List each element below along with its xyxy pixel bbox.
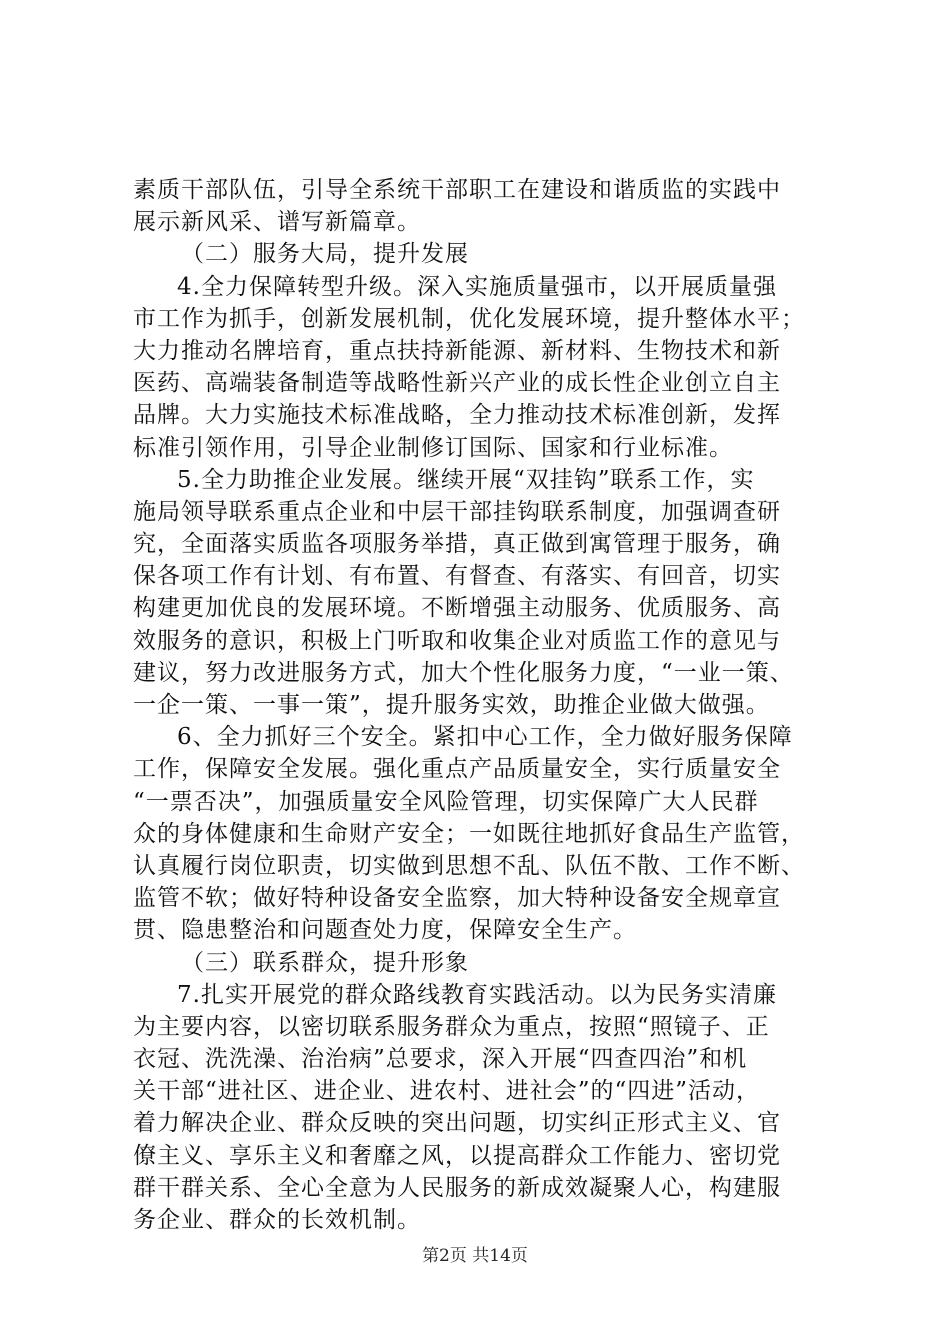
paragraph-first-line: 5.全力助推企业发展。继续开展“双挂钩”联系工作，实 xyxy=(177,466,755,493)
text-line: 一企一策、一事一策”，提升服务实效，助推企业做大做强。 xyxy=(133,692,770,718)
text-line: 群干群关系、全心全意为人民服务的新成效凝聚人心，构建服 xyxy=(133,1174,781,1201)
text-line: 效服务的意识，积极上门听取和收集企业对质监工作的意见与 xyxy=(133,627,781,654)
text-line: 务企业、群众的长效机制。 xyxy=(133,1207,421,1233)
section-heading: （三）联系群众，提升形象 xyxy=(181,949,469,976)
text-line: 僚主义、享乐主义和奢靡之风，以提高群众工作能力、密切党 xyxy=(133,1142,781,1169)
text-line: 工作，保障安全发展。强化重点产品质量安全，实行质量安全 xyxy=(133,756,781,783)
text-line: 素质干部队伍，引导全系统干部职工在建设和谐质监的实践中 xyxy=(133,177,781,203)
paragraph-first-line: 6、全力抓好三个安全。紧扣中心工作，全力做好服务保障 xyxy=(177,724,793,751)
text-line: 众的身体健康和生命财产安全；一如既往地抓好食品生产监管， xyxy=(133,820,805,847)
text-line: 衣冠、洗洗澡、治治病”总要求，深入开展“四查四治”和机 xyxy=(133,1046,748,1073)
text-line: 施局领导联系重点企业和中层干部挂钩联系制度，加强调查研 xyxy=(133,498,781,525)
text-line: 构建更加优良的发展环境。不断增强主动服务、优质服务、高 xyxy=(133,595,781,622)
text-line: 关干部“进社区、进企业、进农村、进社会”的“四进”活动， xyxy=(133,1078,761,1105)
section-heading: （二）服务大局，提升发展 xyxy=(181,241,469,268)
text-line: 监管不软；做好特种设备安全监察，加大特种设备安全规章宣 xyxy=(133,885,781,912)
document-body xyxy=(133,174,829,1236)
paragraph-first-line: 4.全力保障转型升级。深入实施质量强市，以开展质量强 xyxy=(177,273,777,300)
text-line: 品牌。大力实施技术标准战略，全力推动技术标准创新，发挥 xyxy=(133,402,781,429)
text-line: 医药、高端装备制造等战略性新兴产业的成长性企业创立自主 xyxy=(133,370,781,397)
text-line: 着力解决企业、群众反映的突出问题，切实纠正形式主义、官 xyxy=(133,1110,781,1137)
text-line: 展示新风采、谱写新篇章。 xyxy=(133,209,421,236)
text-line: 标准引领作用，引导企业制修订国际、国家和行业标准。 xyxy=(133,434,733,461)
text-line: 大力推动名牌培育，重点扶持新能源、新材料、生物技术和新 xyxy=(133,337,781,364)
text-line: 建议，努力改进服务方式，加大个性化服务力度，“一业一策、 xyxy=(133,659,794,686)
paragraph-first-line: 7.扎实开展党的群众路线教育实践活动。以为民务实清廉 xyxy=(177,981,777,1008)
text-line: 保各项工作有计划、有布置、有督查、有落实、有回音，切实 xyxy=(133,563,781,590)
text-line: 贯、隐患整治和问题查处力度，保障安全生产。 xyxy=(133,917,637,944)
page-number-footer: 第2页 共14页 xyxy=(422,1246,528,1266)
text-line: 市工作为抓手，创新发展机制，优化发展环境，提升整体水平； xyxy=(133,305,805,332)
text-line: 为主要内容，以密切联系服务群众为重点，按照“照镜子、正 xyxy=(133,1013,770,1040)
text-line: “一票否决”，加强质量安全风险管理，切实保障广大人民群 xyxy=(133,788,759,815)
text-line: 究，全面落实质监各项服务举措，真正做到寓管理于服务，确 xyxy=(133,531,781,558)
text-line: 认真履行岗位职责，切实做到思想不乱、队伍不散、工作不断、 xyxy=(133,852,805,879)
